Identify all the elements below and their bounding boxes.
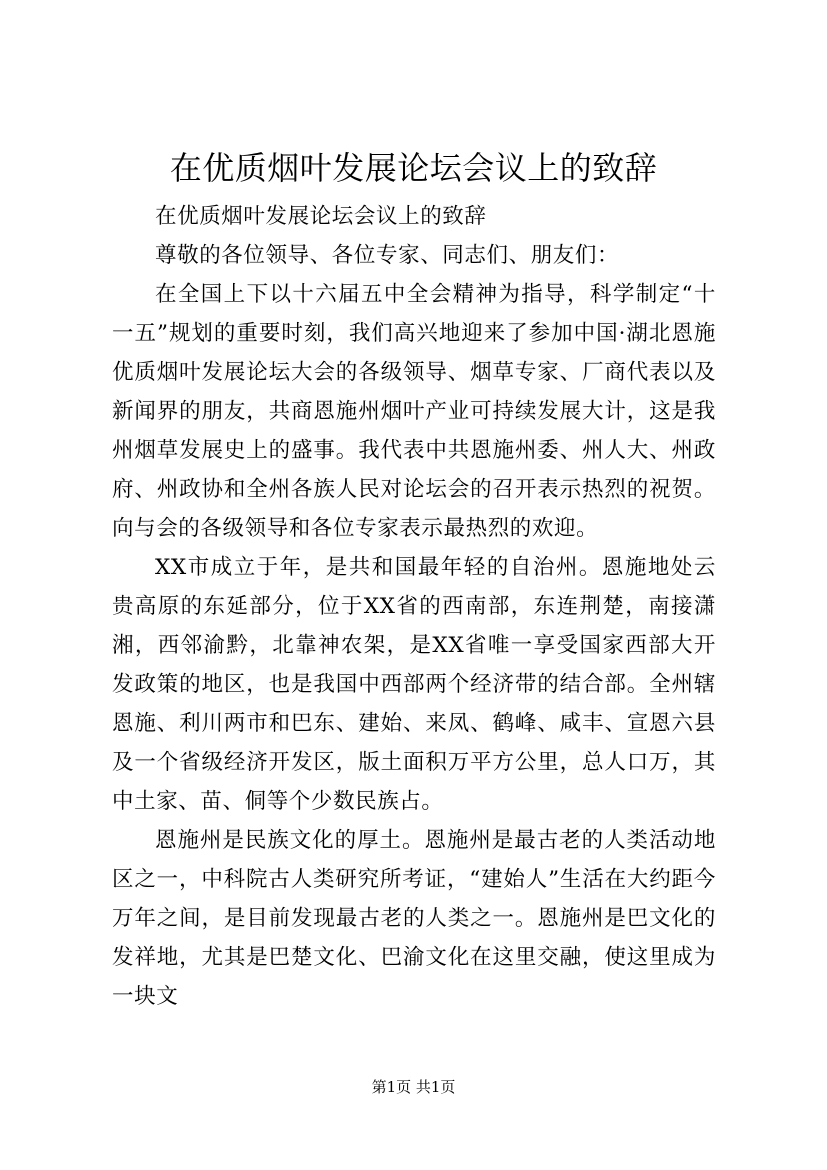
page-number-footer: 第1页 共1页 xyxy=(371,1078,456,1096)
document-body xyxy=(112,197,716,1016)
paragraph-salutation: 尊敬的各位领导、各位专家、同志们、朋友们： xyxy=(155,243,620,268)
paragraph-subtitle: 在优质烟叶发展论坛会议上的致辞 xyxy=(155,204,487,229)
paragraph-region-intro: XX市成立于年，是共和国最年轻的自治州。恩施地处云贵高原的东延部分，位于XX省的西南部，东连荆楚，南接潇湘，西邻渝黔，北靠神农架，是XX省唯一享受国家西部大开发政策的地区，也是我国中西部两个经济带的结合部。全州辖恩施、利川两市和巴东、建始、来凤、鹤峰、咸丰、宣恩六县及一个省级经济开发区，版土面积万平方公里，总人口万，其中土家、苗、侗等个少数民族占。 xyxy=(112,555,716,814)
paragraph-opening: 在全国上下以十六届五中全会精神为指导，科学制定“十一五”规划的重要时刻，我们高兴地迎来了参加中国·湖北恩施优质烟叶发展论坛大会的各级领导、烟草专家、厂商代表以及新闻界的朋友，共商恩施州烟叶产业可持续发展大计，这是我州烟草发展史上的盛事。我代表中共恩施州委、州人大、州政府、州政协和全州各族人民对论坛会的召开表示热烈的祝贺。向与会的各级领导和各位专家表示最热烈的欢迎。 xyxy=(112,282,716,541)
document-title: 在优质烟叶发展论坛会议上的致辞 xyxy=(169,149,658,187)
paragraph-culture: 恩施州是民族文化的厚土。恩施州是最古老的人类活动地区之一，中科院古人类研究所考证，“建始人”生活在大约距今万年之间，是目前发现最古老的人类之一。恩施州是巴文化的发祥地，尤其是巴楚文化、巴渝文化在这里交融，使这里成为一块文 xyxy=(112,828,716,1009)
